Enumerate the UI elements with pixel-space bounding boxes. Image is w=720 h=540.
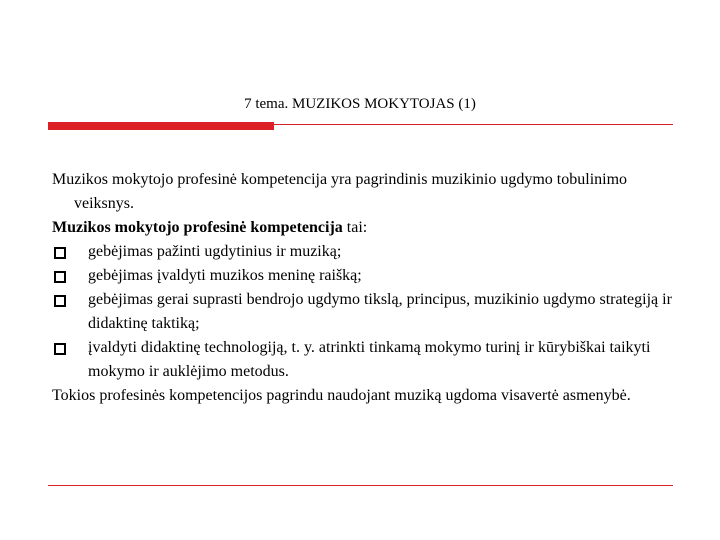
hollow-square-bullet-icon <box>54 247 66 259</box>
bullet-text: gebėjimas gerai suprasti bendrojo ugdymo tikslą, principus, muzikinio ugdymo strategiją ir didaktinę taktiką; <box>88 291 672 332</box>
slide-body <box>52 168 682 408</box>
bullet-item <box>52 240 682 264</box>
definition-rest: tai: <box>342 219 368 236</box>
bullet-text: gebėjimas pažinti ugdytinius ir muziką; <box>88 243 342 260</box>
conclusion-paragraph: Tokios profesinės kompetencijos pagrindu naudojant muziką ugdoma visavertė asmenybė. <box>52 387 631 404</box>
hollow-square-bullet-icon <box>54 271 66 283</box>
slide-title: 7 tema. MUZIKOS MOKYTOJAS (1) <box>244 96 476 112</box>
bullet-item <box>52 264 682 288</box>
bullet-text: įvaldyti didaktinę technologiją, t. y. atrinkti tinkamą mokymo turinį ir kūrybiškai taikyti mokymo ir auklėjimo metodus. <box>88 339 651 380</box>
hollow-square-bullet-icon <box>54 295 66 307</box>
hollow-square-bullet-icon <box>54 343 66 355</box>
intro-paragraph: Muzikos mokytojo profesinė kompetencija yra pagrindinis muzikinio ugdymo tobulinimo veiksnys. <box>52 171 628 212</box>
definition-term: Muzikos mokytojo profesinė kompetencija <box>52 219 343 236</box>
bullet-item <box>52 336 682 384</box>
definition-paragraph <box>52 216 682 240</box>
title-underline-thick <box>48 122 274 130</box>
bullet-item <box>52 288 682 336</box>
title-underline-thin <box>274 124 673 125</box>
bullet-text: gebėjimas įvaldyti muzikos meninę raišką; <box>88 267 362 284</box>
bottom-divider <box>48 485 673 486</box>
